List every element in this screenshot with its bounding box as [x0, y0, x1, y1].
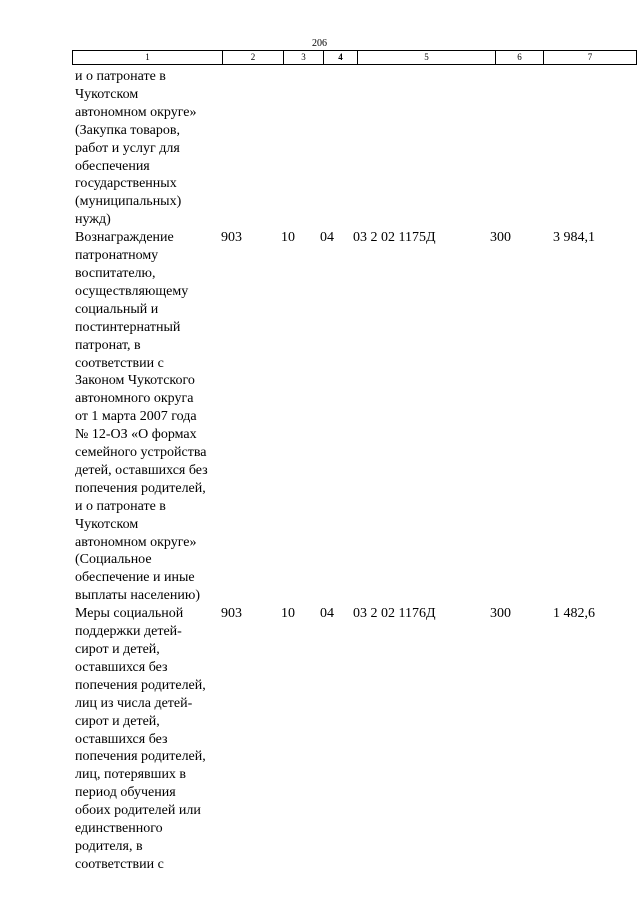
table-row — [72, 229, 595, 605]
subsection-code-cell: 04 — [320, 230, 334, 246]
column-header-4: 4 — [324, 51, 358, 65]
column-header-row — [73, 51, 637, 65]
table-row — [72, 605, 595, 874]
table-row — [72, 68, 595, 229]
column-header-table — [72, 50, 637, 65]
column-header-2: 2 — [223, 51, 284, 65]
expense-type-cell: 300 — [490, 230, 511, 246]
column-header-7: 7 — [544, 51, 637, 65]
section-code-cell: 10 — [281, 230, 295, 246]
column-header-3: 3 — [284, 51, 324, 65]
amount-cell: 1 482,6 — [553, 606, 595, 622]
section-code-cell: 10 — [281, 606, 295, 622]
subsection-code-cell: 04 — [320, 606, 334, 622]
column-header-6: 6 — [496, 51, 544, 65]
row-name-cell: Меры социальной поддержки детей- сирот и детей, оставшихся без попечения родителей, лиц из числа детей- сирот и детей, оставшихся без попечения родителей, лиц, потерявших в период обучения обоих родителей или единственного родителя, в соответствии с — [75, 606, 206, 872]
row-name-cell: Вознаграждение патронатному воспитателю, осуществляющему социальный и постинтернатный патронат, в соответствии с Законом Чукотского автономного округа от 1 марта 2007 года № 12-ОЗ «О формах семейного устройства детей, оставшихся без попечения родителей, и о патронате в Чукотском автономном округе» (Социальное обеспечение и иные выплаты населению) — [75, 230, 208, 604]
budget-table-body — [72, 68, 595, 874]
page-number: 206 — [312, 38, 327, 49]
amount-cell: 3 984,1 — [553, 230, 595, 246]
column-header-5: 5 — [358, 51, 496, 65]
ministry-code-cell: 903 — [221, 230, 242, 246]
expense-type-cell: 300 — [490, 606, 511, 622]
target-article-cell: 03 2 02 1175Д — [353, 230, 436, 246]
target-article-cell: 03 2 02 1176Д — [353, 606, 436, 622]
ministry-code-cell: 903 — [221, 606, 242, 622]
row-name-cell: и о патронате в Чукотском автономном округе» (Закупка товаров, работ и услуг для обеспечения государственных (муниципальных) нужд) — [75, 69, 197, 228]
column-header-1: 1 — [73, 51, 223, 65]
